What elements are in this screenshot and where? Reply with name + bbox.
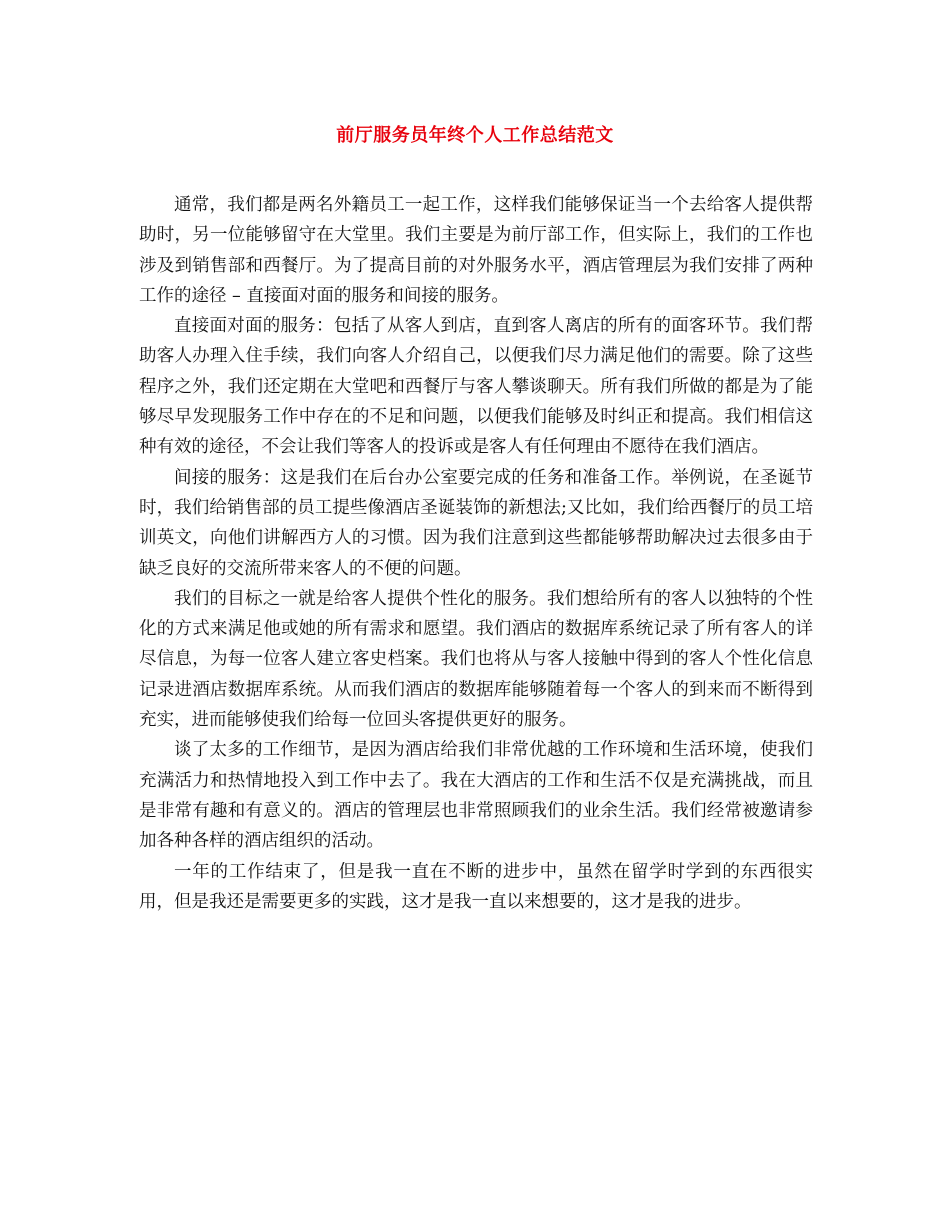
paragraph: 一年的工作结束了，但是我一直在不断的进步中，虽然在留学时学到的东西很实用，但是我还是需要更多的实践，这才是我一直以来想要的，这才是我的进步。 [139, 861, 813, 912]
paragraph: 谈了太多的工作细节，是因为酒店给我们非常优越的工作环境和生活环境，使我们充满活力和热情地投入到工作中去了。我在大酒店的工作和生活不仅是充满挑战，而且是非常有趣和有意义的。酒店的管理层也非常照顾我们的业余生活。我们经常被邀请参加各种各样的酒店组织的活动。 [139, 740, 813, 852]
paragraph: 间接的服务：这是我们在后台办公室要完成的任务和准备工作。举例说，在圣诞节时，我们给销售部的员工提些像酒店圣诞装饰的新想法;又比如，我们给西餐厅的员工培训英文，向他们讲解西方人的习惯。因为我们注意到这些都能够帮助解决过去很多由于缺乏良好的交流所带来客人的不便的问题。 [139, 467, 813, 579]
paragraph: 直接面对面的服务：包括了从客人到店，直到客人离店的所有的面客环节。我们帮助客人办理入住手续，我们向客人介绍自己，以便我们尽力满足他们的需要。除了这些程序之外，我们还定期在大堂吧和西餐厅与客人攀谈聊天。所有我们所做的都是为了能够尽早发现服务工作中存在的不足和问题，以便我们能够及时纠正和提高。我们相信这种有效的途径，不会让我们等客人的投诉或是客人有任何理由不愿待在我们酒店。 [139, 316, 813, 458]
paragraph: 我们的目标之一就是给客人提供个性化的服务。我们想给所有的客人以独特的个性化的方式来满足他或她的所有需求和愿望。我们酒店的数据库系统记录了所有客人的详尽信息，为每一位客人建立客史档案。我们也将从与客人接触中得到的客人个性化信息记录进酒店数据库系统。从而我们酒店的数据库能够随着每一个客人的到来而不断得到充实，进而能够使我们给每一位回头客提供更好的服务。 [139, 588, 813, 731]
paragraph: 通常，我们都是两名外籍员工一起工作，这样我们能够保证当一个去给客人提供帮助时，另一位能够留守在大堂里。我们主要是为前厅部工作，但实际上，我们的工作也涉及到销售部和西餐厅。为了提高目前的对外服务水平，酒店管理层为我们安排了两种工作的途径 – 直接面对面的服务和间接的服务。 [139, 195, 813, 306]
document-body [139, 190, 813, 917]
document-title: 前厅服务员年终个人工作总结范文 [336, 125, 614, 146]
